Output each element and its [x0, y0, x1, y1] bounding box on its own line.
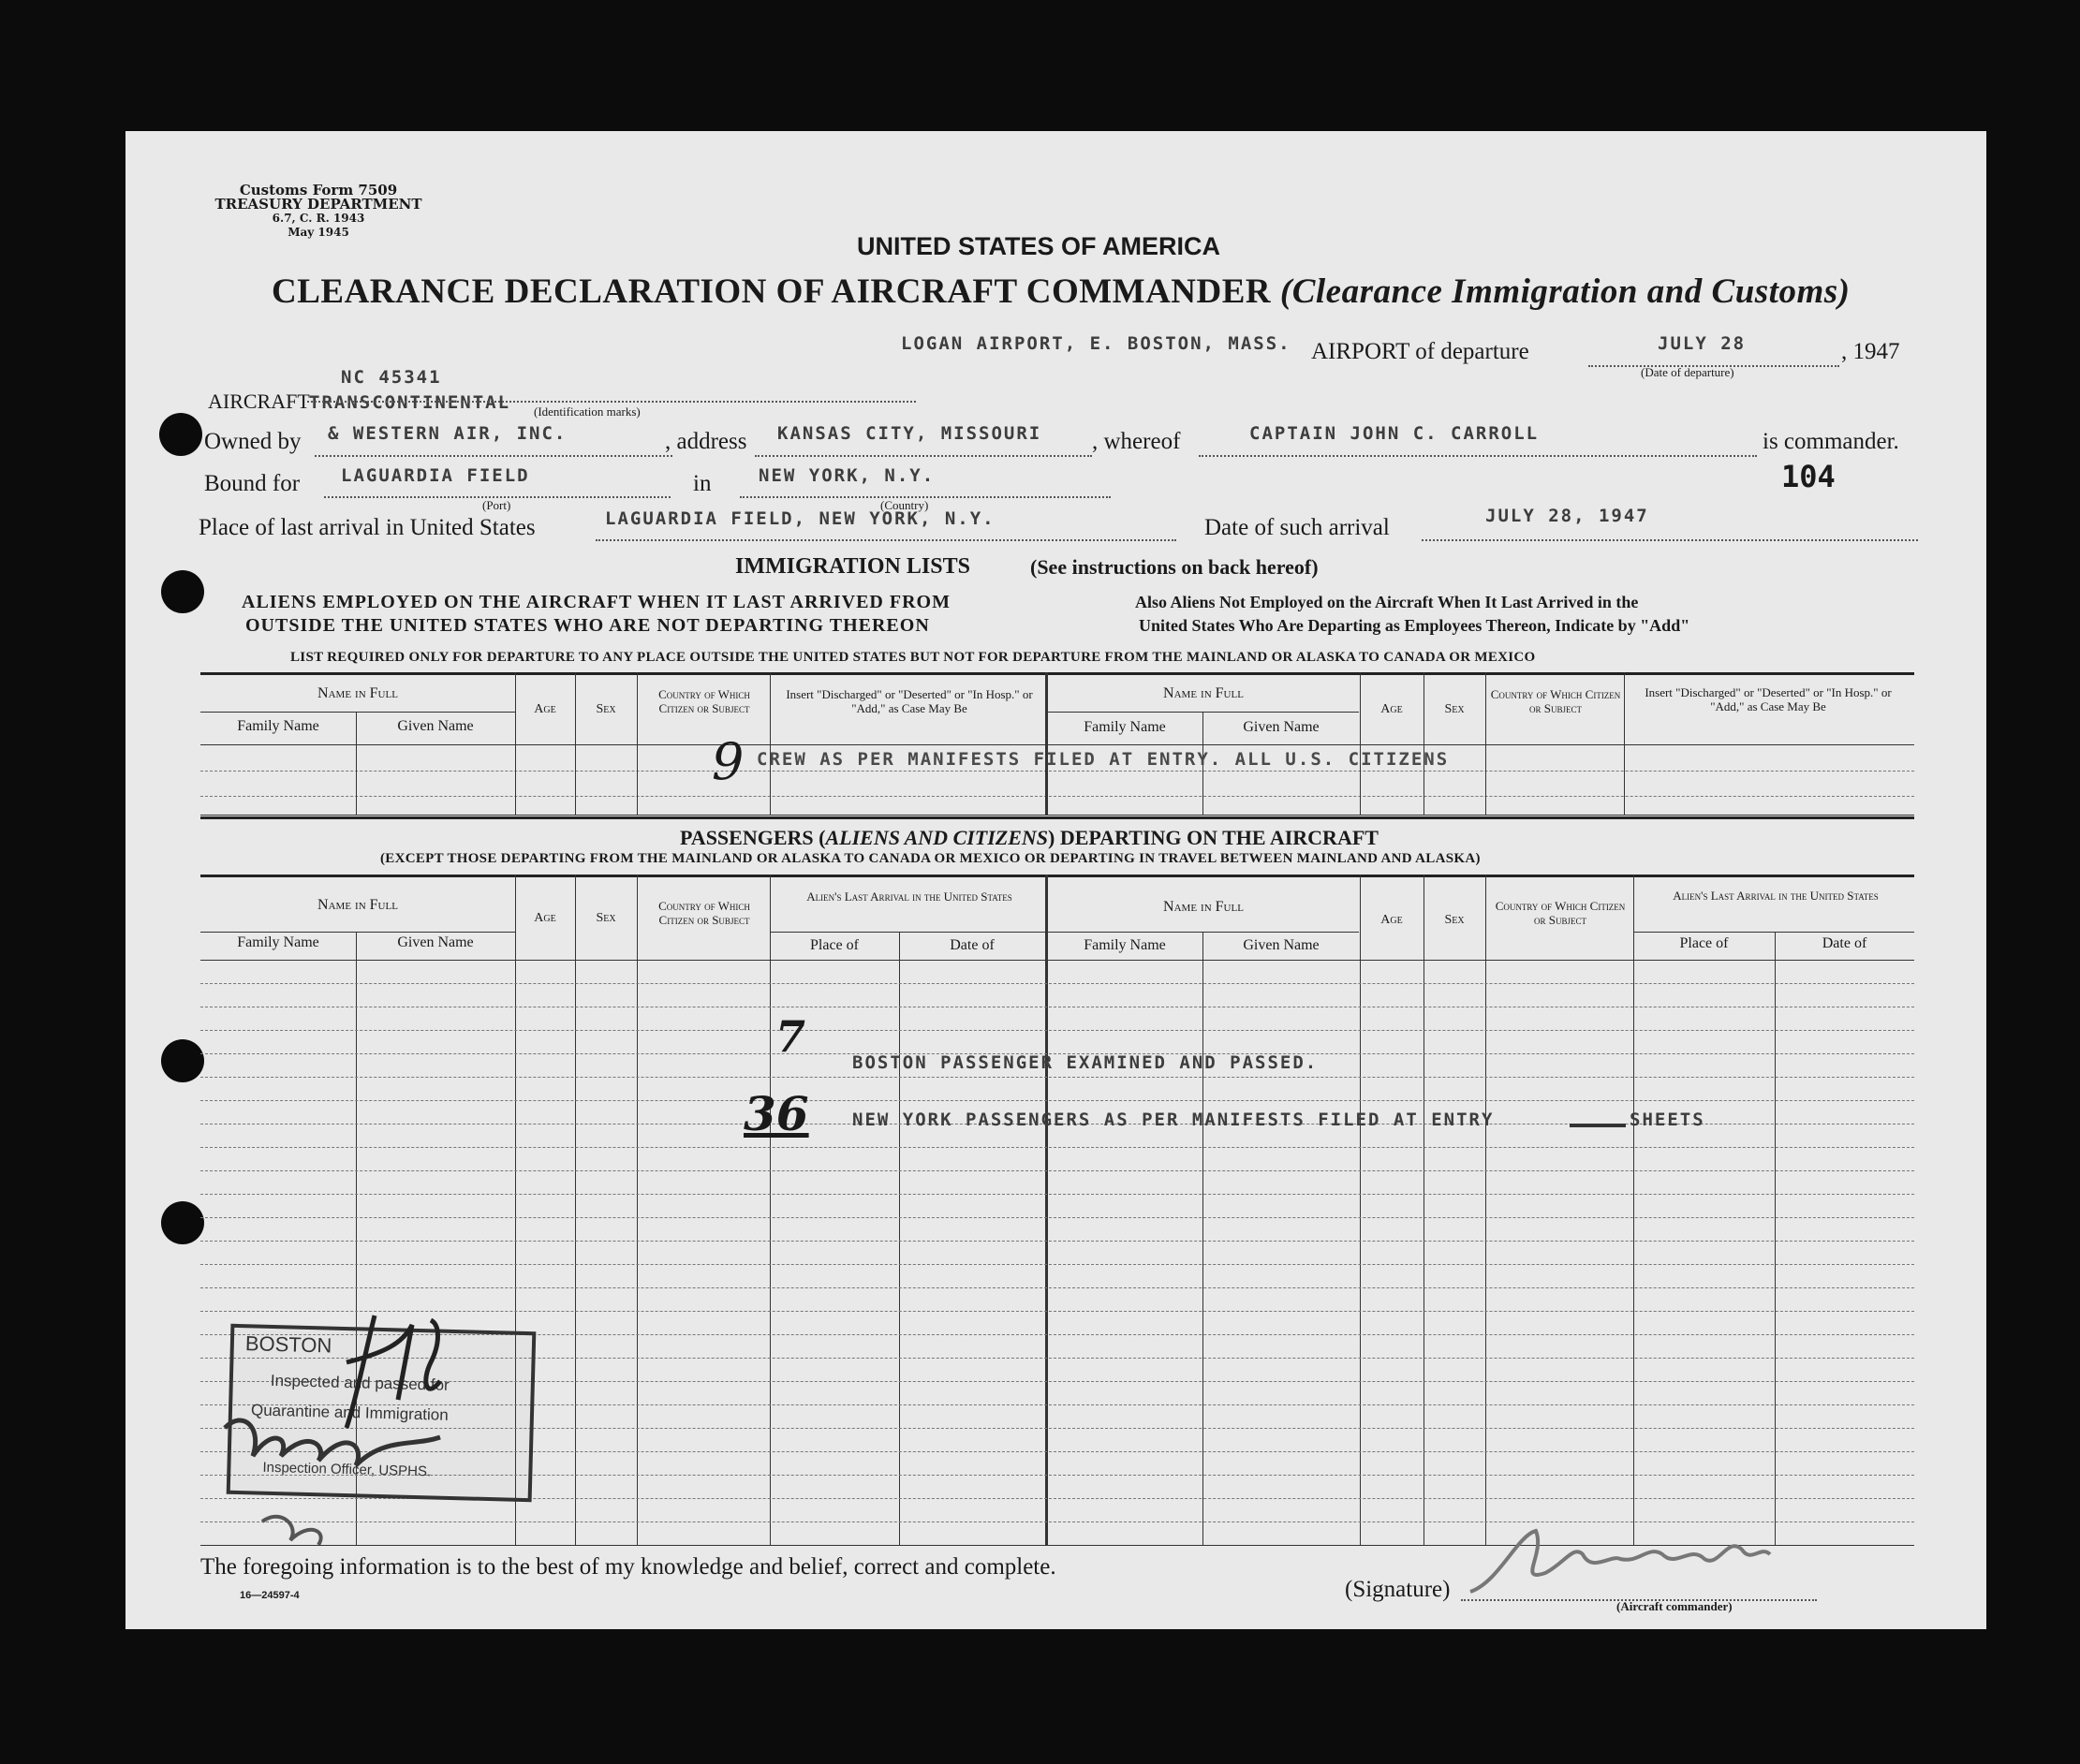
passenger-date-header: Date of: [950, 937, 995, 953]
passenger-row-line: [200, 1194, 1914, 1195]
stamp-city: BOSTON: [244, 1331, 332, 1358]
punch-hole: [161, 1201, 204, 1244]
bound-in-label: in: [693, 471, 712, 496]
arrival-date-line: [1422, 539, 1918, 541]
bound-for-label: Bound for: [204, 471, 301, 496]
crew-col: [1485, 672, 1486, 815]
last-arrival-label: Place of last arrival in United States: [199, 515, 536, 540]
immigration-title: IMMIGRATION LISTS: [735, 554, 970, 579]
crew-name-header-right: Name in Full: [1163, 685, 1244, 701]
passenger-age-header: Age: [534, 911, 556, 925]
page-title: [272, 272, 1850, 312]
owned-by-label: Owned by: [204, 429, 302, 454]
departure-airport-label: AIRPORT of departure: [1311, 339, 1529, 364]
punch-hole: [161, 1039, 204, 1082]
crew-col: [1360, 672, 1361, 815]
passenger-place-header-right: Place of: [1679, 935, 1729, 951]
crew-name-header: Name in Full: [317, 685, 398, 701]
crew-sex-header-right: Sex: [1444, 702, 1465, 716]
crew-country-header-right: Country of Which Citizen or Subject: [1490, 687, 1621, 715]
passenger-age-header-right: Age: [1380, 913, 1403, 927]
sheets-fill-line: [1570, 1124, 1626, 1127]
passenger-date-header-right: Date of: [1822, 935, 1867, 951]
crew-family-header: Family Name: [237, 718, 319, 734]
owner-value: & WESTERN AIR, INC.: [328, 423, 568, 444]
crew-family-header-right: Family Name: [1084, 719, 1166, 735]
commander-value: CAPTAIN JOHN C. CARROLL: [1249, 423, 1540, 444]
passenger-given-header: Given Name: [397, 934, 474, 950]
passenger-table-top: [200, 875, 1914, 877]
crew-header-bottom: [200, 744, 1914, 745]
passenger-family-header: Family Name: [237, 934, 319, 950]
inspector-handwriting: [206, 1287, 562, 1568]
passenger-row-line: [200, 1100, 1914, 1101]
crew-given-header-right: Given Name: [1243, 719, 1320, 735]
passenger-given-header-right: Given Name: [1243, 937, 1320, 953]
passengers-subtitle: (EXCEPT THOSE DEPARTING FROM THE MAINLAND OR ALASKA TO CANADA OR MEXICO OR DEPARTING IN TRAVEL BETWEEN MAINLAND AND ALASKA): [380, 851, 1481, 866]
passenger-col: [1202, 932, 1203, 1545]
departure-year: , 1947: [1841, 339, 1900, 364]
aliens-employed-line2: OUTSIDE THE UNITED STATES WHO ARE NOT DEPARTING THEREON: [245, 615, 930, 636]
crew-age-header: Age: [534, 702, 556, 716]
crew-insert-header: Insert "Discharged" or "Deserted" or "In Hosp." or "Add," as Case May Be: [786, 687, 1033, 715]
immigration-instructions: (See instructions on back hereof): [1030, 555, 1319, 579]
owner-line: [315, 455, 672, 457]
aircraft-line: [307, 401, 916, 403]
aircraft-label: AIRCRAFT: [208, 390, 310, 413]
commander-label: is commander.: [1763, 429, 1899, 454]
last-arrival-value: LAGUARDIA FIELD, NEW YORK, N.Y.: [605, 508, 996, 529]
signature-label: (Signature): [1345, 1577, 1451, 1602]
form-header: [197, 184, 440, 240]
certification-text: The foregoing information is to the best of my knowledge and belief, correct and complete.: [200, 1554, 1056, 1580]
passenger-arrival-split: [770, 932, 1045, 933]
crew-row-line: [200, 771, 1914, 772]
passenger-last-arrival-header-right: Alien's Last Arrival in the United States: [1673, 889, 1879, 903]
crew-table-top: [200, 672, 1914, 675]
stamp-line1: Inspected and passed for: [270, 1371, 450, 1394]
title-country: UNITED STATES OF AMERICA: [857, 232, 1220, 260]
passenger-row-line: [200, 1030, 1914, 1031]
bound-country-value: NEW YORK, N.Y.: [759, 465, 936, 486]
passengers-title-a: PASSENGERS (: [680, 826, 826, 849]
passenger-header-bottom: [200, 960, 1914, 961]
passenger-col: [637, 875, 638, 1545]
passenger-row-line: [200, 1264, 1914, 1265]
departure-airport-value: LOGAN AIRPORT, E. BOSTON, MASS.: [901, 333, 1291, 354]
passenger-arrival-split: [1633, 932, 1914, 933]
passenger-row-line: [200, 1217, 1914, 1218]
commander-line: [1199, 455, 1757, 457]
aliens-departing-line2: United States Who Are Departing as Employees Thereon, Indicate by "Add": [1139, 616, 1690, 635]
passenger-country-header: Country of Which Citizen or Subject: [658, 899, 750, 927]
arrival-date-label: Date of such arrival: [1204, 515, 1390, 540]
aircraft-reg: NC 45341: [341, 367, 442, 388]
departure-date-caption: (Date of departure): [1641, 365, 1734, 379]
passenger-name-header: Name in Full: [317, 897, 398, 913]
passenger-count-boston: 7: [775, 1011, 806, 1062]
passenger-col: [899, 932, 900, 1545]
crew-handwritten-count: 9: [712, 732, 745, 791]
title-sub: (Clearance Immigration and Customs): [1279, 272, 1851, 311]
passengers-title-c: ) DEPARTING ON THE AIRCRAFT: [1048, 826, 1379, 849]
passenger-col: [1775, 932, 1776, 1545]
arrival-date-value: JULY 28, 1947: [1485, 506, 1649, 526]
address-label: , address: [665, 429, 747, 454]
passenger-country-header-right: Country of Which Citizen or Subject: [1495, 899, 1626, 927]
crew-row-line: [200, 796, 1914, 797]
crew-col: [1624, 672, 1625, 815]
aircraft-airline: TRANSCONTINENTAL: [309, 392, 511, 413]
passenger-col: [1045, 875, 1048, 1545]
page-number: 104: [1781, 459, 1836, 494]
bound-port-caption: (Port): [482, 498, 511, 512]
passenger-col: [1360, 875, 1361, 1545]
passenger-row-line: [200, 1077, 1914, 1078]
passenger-col: [1485, 875, 1486, 1545]
form-department: TREASURY DEPARTMENT: [214, 196, 422, 213]
passenger-count-newyork: 36: [744, 1086, 809, 1141]
passenger-name-split: [200, 932, 515, 933]
stamp-line3: Inspection Officer, USPHS.: [262, 1459, 432, 1480]
passenger-col: [1633, 875, 1634, 1545]
crew-table-bottom: [200, 815, 1914, 816]
commander-signature: [1461, 1517, 1836, 1601]
crew-given-header: Given Name: [397, 718, 474, 734]
crew-col: [637, 672, 638, 815]
crew-entry: CREW AS PER MANIFESTS FILED AT ENTRY. ALL U.S. CITIZENS: [757, 749, 1450, 770]
passenger-sex-header-right: Sex: [1444, 913, 1465, 927]
aircraft-caption: (Identification marks): [534, 404, 641, 419]
passenger-entry-boston: BOSTON PASSENGER EXAMINED AND PASSED.: [852, 1052, 1319, 1073]
stamp-line2: Quarantine and Immigration: [250, 1401, 449, 1424]
crew-sex-header: Sex: [596, 702, 616, 716]
departure-date-value: JULY 28: [1658, 333, 1747, 354]
passenger-last-arrival-header: Alien's Last Arrival in the United States: [806, 889, 1012, 904]
passenger-row-line: [200, 983, 1914, 984]
crew-name-split: [200, 712, 515, 713]
aliens-departing-line1: Also Aliens Not Employed on the Aircraft When It Last Arrived in the: [1135, 593, 1639, 611]
passenger-sex-header: Sex: [596, 911, 616, 925]
address-value: KANSAS CITY, MISSOURI: [777, 423, 1042, 444]
last-arrival-line: [596, 539, 1176, 541]
crew-insert-header-right: Insert "Discharged" or "Deserted" or "In Hosp." or "Add," as Case May Be: [1645, 685, 1892, 713]
passenger-row-line: [200, 1170, 1914, 1171]
passenger-entry-newyork-tail: SHEETS: [1630, 1110, 1705, 1130]
list-requirement-note: LIST REQUIRED ONLY FOR DEPARTURE TO ANY PLACE OUTSIDE THE UNITED STATES BUT NOT FOR DEPARTURE FROM THE MAINLAND OR ALASKA TO CANADA OR MEXICO: [290, 650, 1536, 665]
passengers-title: [680, 826, 1379, 850]
crew-country-header: Country of Which Citizen or Subject: [658, 687, 750, 715]
whereof-label: , whereof: [1092, 429, 1181, 454]
passenger-row-line: [200, 1147, 1914, 1148]
crew-col: [770, 672, 771, 815]
passenger-row-line: [200, 1241, 1914, 1242]
passenger-name-header-right: Name in Full: [1163, 899, 1244, 915]
bound-port-value: LAGUARDIA FIELD: [341, 465, 530, 486]
passenger-col: [770, 875, 771, 1545]
punch-hole: [161, 570, 204, 613]
crew-age-header-right: Age: [1380, 702, 1403, 716]
signature-caption: (Aircraft commander): [1616, 1599, 1733, 1613]
address-line: [755, 455, 1092, 457]
title-main: CLEARANCE DECLARATION OF AIRCRAFT COMMANDER: [272, 272, 1272, 311]
punch-hole: [159, 413, 202, 456]
form-date: May 1945: [288, 226, 349, 239]
crew-col: [575, 672, 576, 815]
passengers-title-b: ALIENS AND CITIZENS: [825, 826, 1049, 849]
passenger-place-header: Place of: [810, 937, 859, 953]
passenger-title-rule: [200, 816, 1914, 819]
form-number: Customs Form 7509: [239, 182, 398, 198]
passenger-family-header-right: Family Name: [1084, 937, 1166, 953]
passenger-entry-newyork: NEW YORK PASSENGERS AS PER MANIFESTS FILED AT ENTRY: [852, 1110, 1495, 1130]
crew-col: [515, 672, 516, 815]
form-code: 16—24597-4: [240, 1590, 300, 1601]
passenger-col: [575, 875, 576, 1545]
bound-country-caption: (Country): [880, 498, 929, 512]
aliens-employed-line1: ALIENS EMPLOYED ON THE AIRCRAFT WHEN IT LAST ARRIVED FROM: [242, 592, 951, 612]
form-cfr: 6.7, C. R. 1943: [272, 212, 365, 225]
